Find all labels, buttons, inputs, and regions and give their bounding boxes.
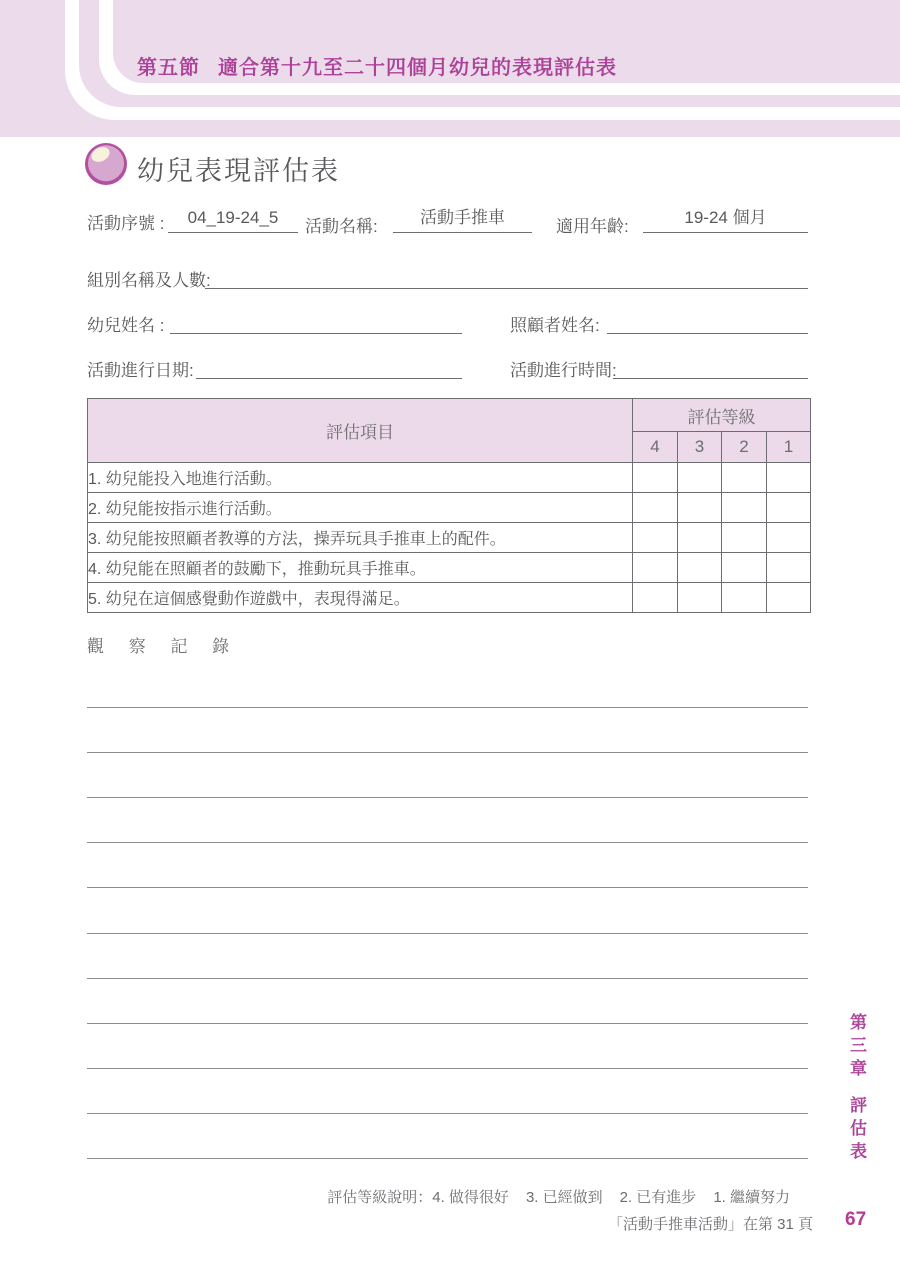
- rating-level-header: 4: [633, 432, 678, 463]
- pearl-icon: [84, 142, 128, 186]
- rating-cell: [678, 523, 722, 553]
- rating-cell: [722, 553, 767, 583]
- table-row: [88, 463, 811, 493]
- writing-line: [87, 752, 808, 753]
- table-row: [88, 583, 811, 613]
- child-name-label: 幼兒姓名 :: [87, 316, 165, 335]
- chapter-section-label: 評估表: [847, 1096, 866, 1165]
- rating-level-header: 1: [767, 432, 811, 463]
- assessment-item: 4. 幼兒能在照顧者的鼓勵下，推動玩具手推車。: [88, 553, 633, 583]
- activity-no-label: 活動序號 :: [87, 214, 165, 233]
- rating-legend-item: 1. 繼續努力: [713, 1189, 790, 1206]
- writing-line: [87, 1068, 808, 1069]
- rating-legend-label: 評估等級說明：: [327, 1189, 433, 1206]
- rating-cell: [722, 583, 767, 613]
- section-title: 適合第十九至二十四個月幼兒的表現評估表: [218, 57, 617, 79]
- assessment-item: 3. 幼兒能按照顧者教導的方法，操弄玩具手推車上的配件。: [88, 523, 633, 553]
- table-row: [88, 523, 811, 553]
- rating-legend-item: 2. 已有進步: [619, 1189, 697, 1206]
- group-label: 組別名稱及人數:: [87, 271, 211, 290]
- rating-cell: [722, 493, 767, 523]
- rating-cell: [633, 583, 678, 613]
- table-row: [88, 553, 811, 583]
- rating-cell: [678, 553, 722, 583]
- rating-legend-item: 3. 已經做到: [525, 1189, 603, 1206]
- page-number: 67: [845, 1209, 867, 1230]
- observation-label: 觀 察 記 錄: [87, 637, 240, 656]
- writing-line: [87, 887, 808, 888]
- age-field: 19-24 個月: [643, 206, 808, 233]
- rating-cell: [767, 493, 811, 523]
- assessment-table: [87, 398, 811, 613]
- rating-level-header: 3: [678, 432, 722, 463]
- assessment-item: 2. 幼兒能按指示進行活動。: [88, 493, 633, 523]
- writing-line: [87, 797, 808, 798]
- writing-line: [87, 978, 808, 979]
- page-title: 幼兒表現評估表: [137, 156, 340, 186]
- group-field: [205, 262, 808, 289]
- rating-cell: [678, 463, 722, 493]
- item-column-header: 評估項目: [88, 399, 633, 463]
- activity-page-reference: 「活動手推車活動」在第 31 頁: [607, 1216, 813, 1233]
- assessment-item: 1. 幼兒能投入地進行活動。: [88, 463, 633, 493]
- rating-cell: [767, 553, 811, 583]
- activity-name-label: 活動名稱:: [305, 217, 378, 236]
- age-label: 適用年齡:: [556, 217, 629, 236]
- activity-name-field: 活動手推車: [393, 206, 532, 233]
- rating-column-header: 評估等級: [633, 399, 811, 432]
- writing-line: [87, 933, 808, 934]
- caregiver-label: 照顧者姓名:: [510, 316, 600, 335]
- rating-cell: [767, 463, 811, 493]
- chapter-tab: [844, 1013, 869, 1165]
- writing-line: [87, 1023, 808, 1024]
- rating-cell: [767, 523, 811, 553]
- chapter-label: 第三章: [847, 1013, 866, 1082]
- time-field: [613, 352, 808, 379]
- rating-cell: [722, 523, 767, 553]
- rating-legend-item: 4. 做得很好: [432, 1189, 509, 1206]
- section-number: 第五節: [137, 57, 200, 79]
- writing-line: [87, 1113, 808, 1114]
- rating-legend: [327, 1186, 790, 1207]
- writing-line: [87, 1158, 808, 1159]
- assessment-item: 5. 幼兒在這個感覺動作遊戲中，表現得滿足。: [88, 583, 633, 613]
- rating-cell: [633, 553, 678, 583]
- rating-cell: [633, 523, 678, 553]
- rating-cell: [722, 463, 767, 493]
- writing-line: [87, 707, 808, 708]
- child-name-field: [170, 307, 462, 334]
- writing-line: [87, 842, 808, 843]
- date-label: 活動進行日期:: [87, 361, 194, 380]
- date-field: [196, 352, 462, 379]
- caregiver-field: [607, 307, 808, 334]
- rating-cell: [678, 493, 722, 523]
- time-label: 活動進行時間:: [510, 361, 617, 380]
- rating-cell: [633, 463, 678, 493]
- rating-level-header: 2: [722, 432, 767, 463]
- activity-no-field: 04_19-24_5: [168, 206, 298, 233]
- rating-cell: [678, 583, 722, 613]
- table-row: [88, 493, 811, 523]
- rating-cell: [767, 583, 811, 613]
- rating-cell: [633, 493, 678, 523]
